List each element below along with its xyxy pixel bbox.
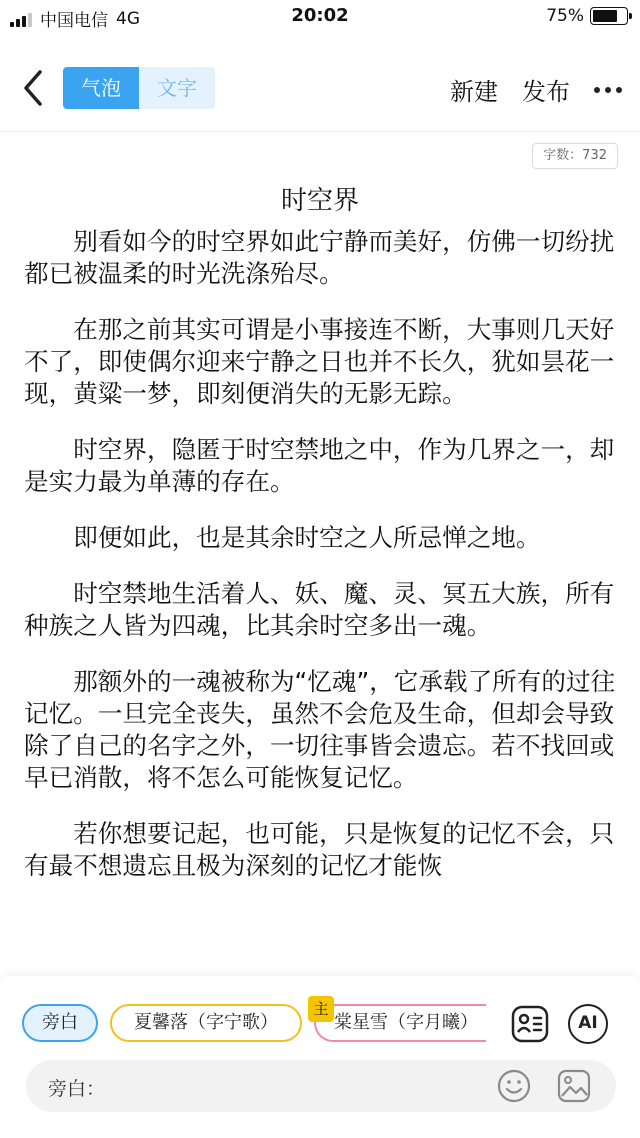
nav-actions (450, 72, 622, 107)
role-chip-narrator[interactable]: 旁白 (22, 1004, 98, 1042)
emoji-button[interactable] (496, 1068, 532, 1104)
contacts-icon (510, 1004, 550, 1044)
input-role-label: 旁白： (48, 1078, 106, 1100)
carrier-label: 中国电信 (40, 11, 108, 31)
article-title[interactable]: 时空界 (280, 186, 359, 216)
main-role-badge: 主 (308, 996, 334, 1022)
paragraph: 若你想要记起，也可能，只是恢复的记忆不会，只有最不想遗忘且极为深刻的记忆才能恢 (24, 819, 615, 880)
image-icon (556, 1068, 592, 1104)
role-chip-tang-wrapper (314, 1004, 486, 1042)
ai-button[interactable]: AI (568, 1004, 608, 1044)
role-chips (22, 1004, 486, 1042)
battery-percent: 75% (546, 6, 584, 26)
nav-bar (0, 52, 640, 132)
publish-button[interactable]: 发布 (522, 78, 570, 106)
battery-icon (590, 7, 628, 25)
tab-bubble[interactable]: 气泡 (63, 67, 139, 109)
role-chip-xia[interactable]: 夏馨落（字宁歌） (110, 1004, 302, 1042)
clock: 20:02 (291, 5, 349, 26)
chevron-left-icon (18, 68, 50, 108)
new-button[interactable]: 新建 (450, 78, 498, 106)
nav-divider (0, 131, 640, 132)
battery-fill (593, 10, 617, 22)
paragraph: 那额外的一魂被称为“忆魂”，它承载了所有的过往记忆。一旦完全丧失，虽然不会危及生命，但却会导致除了自己的名字之外，一切往事皆会遗忘。若不找回或早已消散，将不怎么可能恢复记忆。 (24, 667, 616, 792)
more-icon[interactable] (594, 75, 622, 105)
back-button[interactable] (18, 68, 50, 108)
paragraph: 别看如今的时空界如此宁静而美好，仿佛一切纷扰都已被温柔的时光洗涤殆尽。 (24, 227, 615, 288)
paragraph: 即便如此，也是其余时空之人所忌惮之地。 (73, 523, 541, 552)
image-button[interactable] (556, 1068, 592, 1104)
word-count-badge: 字数：732 (532, 143, 618, 169)
tab-text[interactable]: 文字 (139, 67, 215, 109)
paragraph: 在那之前其实可谓是小事接连不断，大事则几天好不了，即使偶尔迎来宁静之日也并不长久，犹如昙花一现，黄粱一梦，即刻便消失的无影无踪。 (24, 315, 615, 408)
paragraph: 时空界，隐匿于时空禁地之中，作为几界之一，却是实力最为单薄的存在。 (24, 435, 615, 496)
smiley-icon (496, 1068, 532, 1104)
role-list-button[interactable] (510, 1004, 550, 1044)
role-chip-tang[interactable]: 棠星雪（字月曦） (314, 1004, 486, 1042)
composer-input[interactable] (26, 1060, 616, 1112)
paragraph: 时空禁地生活着人、妖、魔、灵、冥五大族，所有种族之人皆为四魂，比其余时空多出一魂。 (24, 579, 615, 640)
network-label: 4G (116, 8, 140, 29)
status-bar (0, 0, 640, 34)
article-body[interactable] (24, 226, 618, 974)
mode-toggle (63, 67, 215, 109)
composer-panel (0, 976, 640, 1138)
status-right (546, 6, 628, 26)
